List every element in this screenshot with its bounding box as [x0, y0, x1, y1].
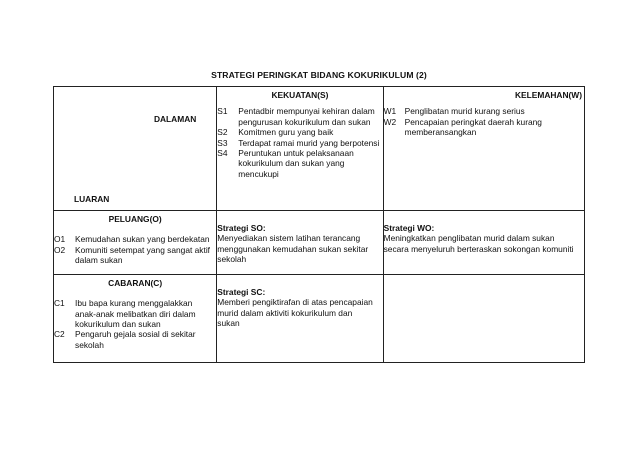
list-item: S2 Komitmen guru yang baik: [217, 127, 334, 138]
table-row: [54, 87, 585, 211]
table-row: [54, 210, 585, 274]
luaran-label: LUARAN: [74, 194, 110, 205]
threats-list: [54, 298, 216, 354]
threats-cell: [54, 274, 217, 362]
empty-cell: [383, 274, 584, 362]
list-item: W2 Pencapaian peringkat daerah kurang memberansangkan: [383, 116, 542, 138]
strategy-so-cell: [217, 210, 383, 274]
opportunities-list: [54, 234, 216, 265]
threats-header: CABARAN(C): [108, 277, 163, 288]
dalaman-label: DALAMAN: [153, 114, 197, 124]
list-item: O1 Kemudahan sukan yang berdekatan: [54, 234, 210, 245]
list-item: W1 Penglibatan murid kurang serius: [383, 106, 525, 117]
list-item: O2 Komuniti setempat yang sangat aktif dalam sukan: [54, 244, 211, 266]
strategy-wo-title: Strategi WO:: [383, 222, 435, 233]
weaknesses-header: KELEMAHAN(W): [515, 90, 582, 100]
opportunities-header: PELUANG(O): [108, 213, 162, 224]
weaknesses-cell: [383, 87, 584, 211]
strategy-wo-cell: [383, 210, 584, 274]
strategy-sc-title: Strategi SC:: [217, 286, 266, 297]
weaknesses-list: [384, 106, 584, 137]
strategy-wo-text: Meningkatkan penglibatan murid dalam sukan secara menyeluruh berteraskan sokongan komuniti: [383, 233, 574, 254]
strategy-so-title: Strategi SO:: [217, 222, 266, 233]
table-row: [54, 274, 585, 362]
list-item: S4 Peruntukan untuk pelaksanaan kokurikulum dan sukan yang mencukupi: [217, 148, 354, 179]
swot-table: [53, 86, 585, 363]
corner-cell: [54, 87, 217, 211]
strengths-list: [217, 106, 382, 179]
list-item: C1 Ibu bapa kurang menggalakkan anak-anak melibatkan diri dalam kokurikulum dan sukan: [54, 298, 196, 330]
list-item: S1 Pentadbir mempunyai kehiran dalam pengurusan kokurikulum dan sukan: [217, 106, 375, 127]
strengths-header: KEKUATAN(S): [271, 90, 329, 100]
list-item: C2 Pengaruh gejala sosial di sekitar sekolah: [54, 329, 196, 350]
opportunities-cell: [54, 210, 217, 274]
strengths-cell: [217, 87, 383, 211]
strategy-sc-text: Memberi pengiktirafan di atas pencapaian murid dalam aktiviti kokurikulum dan sukan: [217, 297, 373, 329]
strategy-sc-cell: [217, 274, 383, 362]
strategy-so-text: Menyediakan sistem latihan terancang menggunakan kemudahan sukan sekitar sekolah: [217, 233, 369, 265]
document-title: STRATEGI PERINGKAT BIDANG KOKURIKULUM (2): [211, 70, 427, 80]
list-item: S3 Terdapat ramai murid yang berpotensi: [217, 137, 380, 148]
